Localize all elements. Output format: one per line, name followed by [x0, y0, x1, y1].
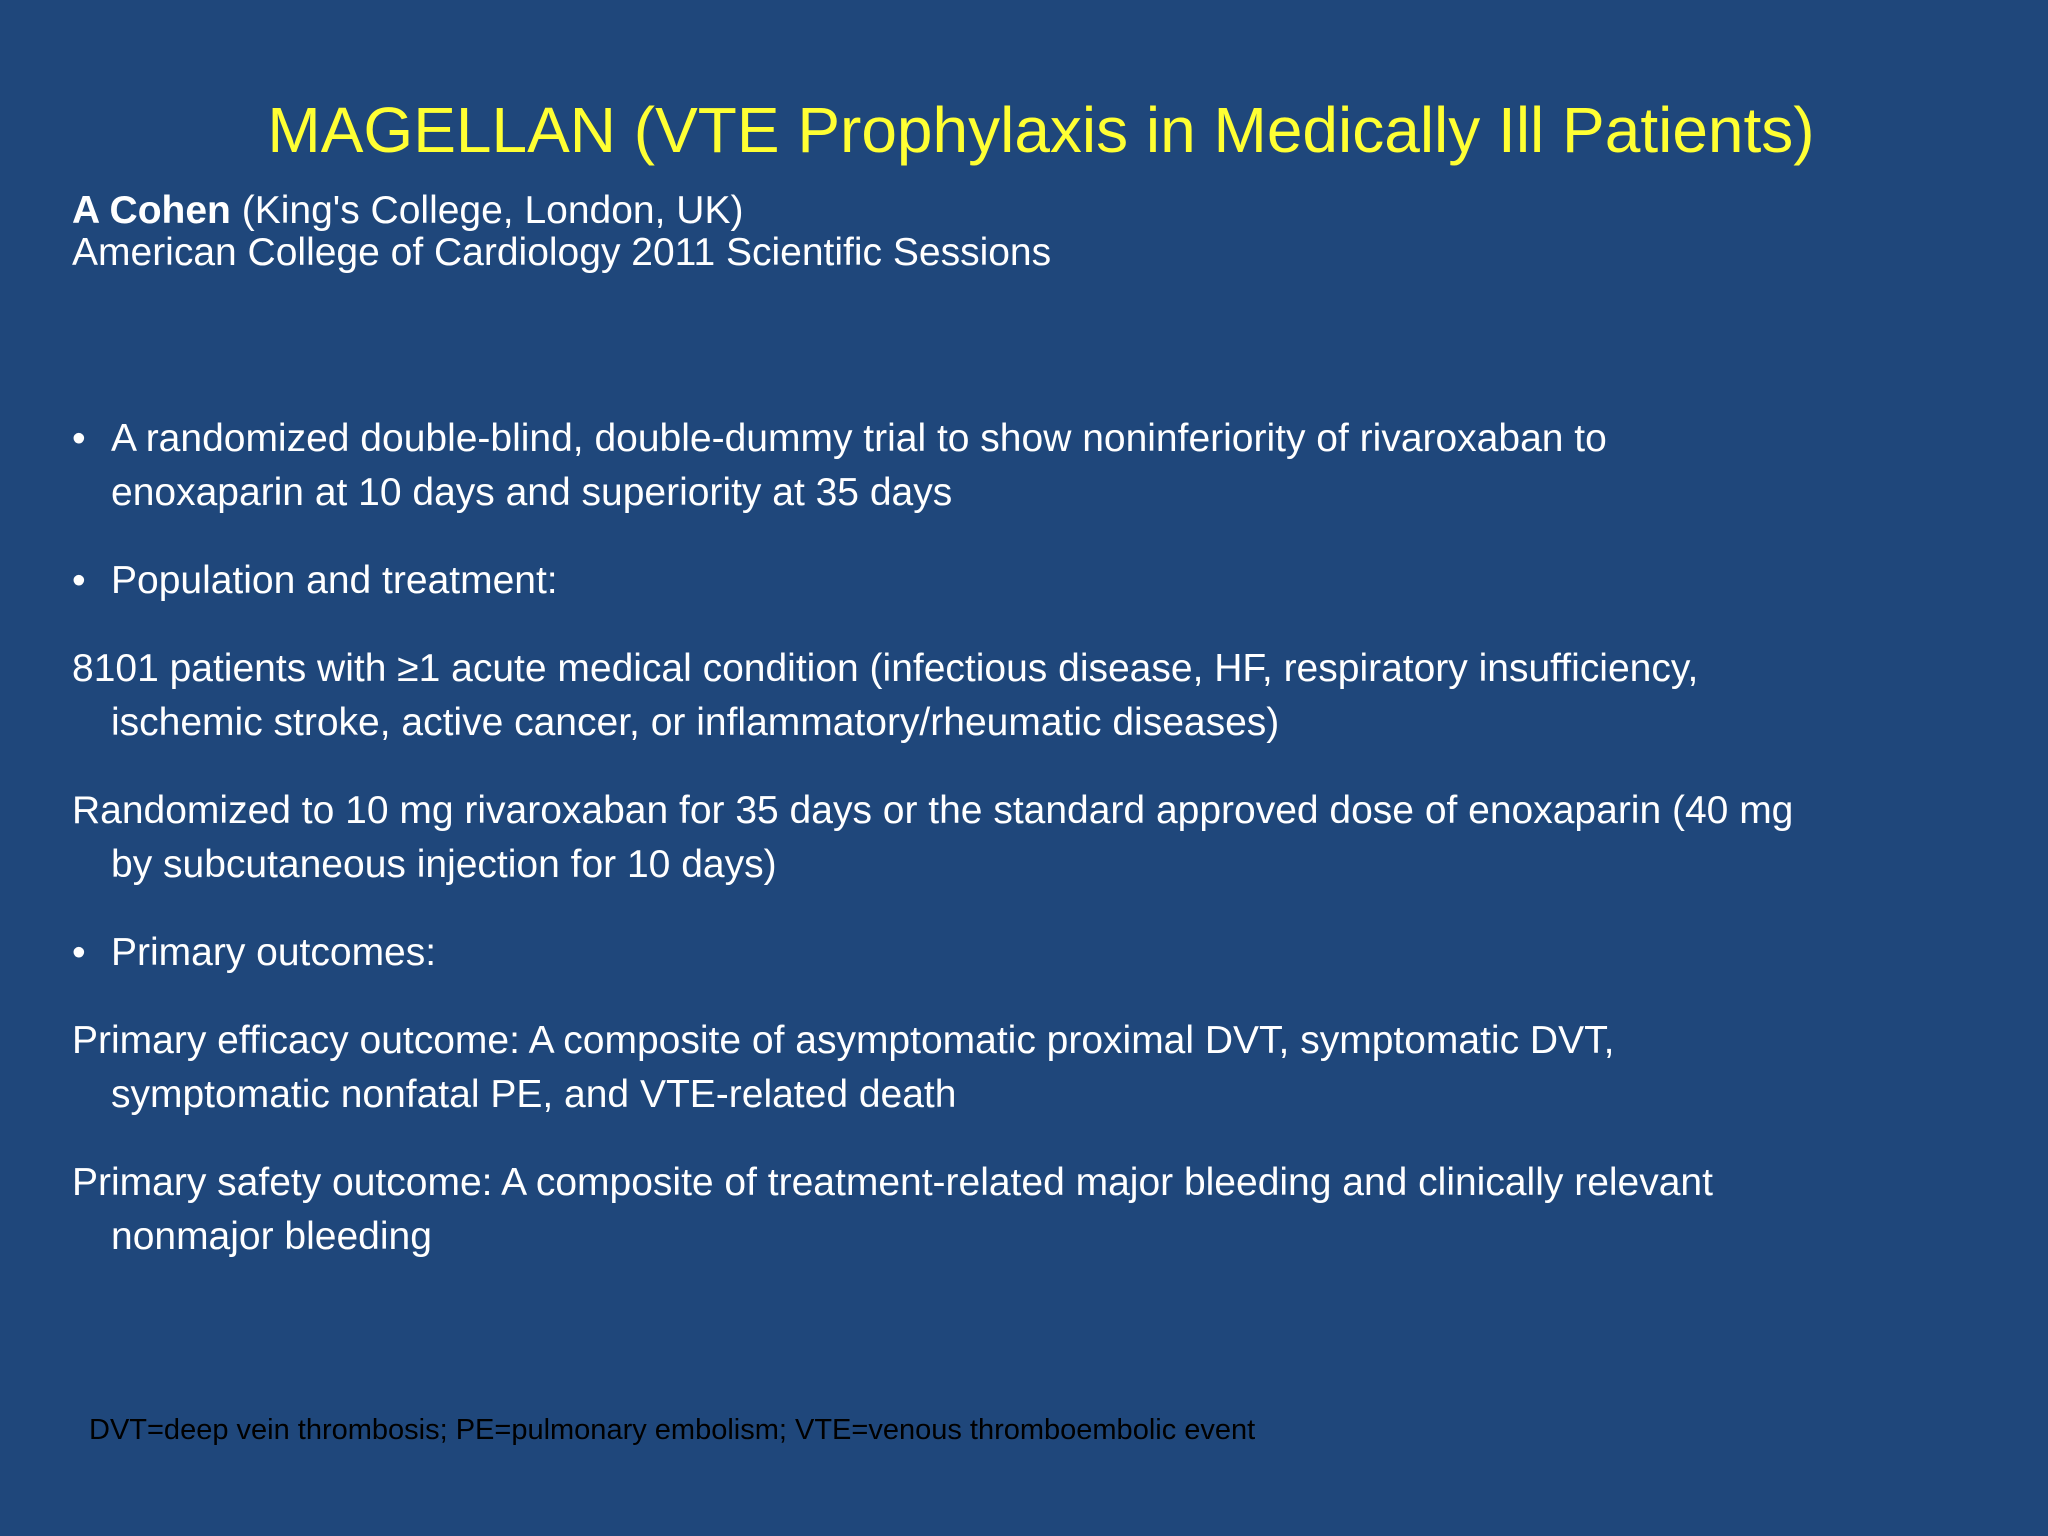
conference-name: American College of Cardiology 2011 Scientific Sessions [72, 231, 1052, 274]
presenter-block [72, 190, 1051, 274]
efficacy-paragraph [72, 1014, 1972, 1122]
paragraph-line: Randomized to 10 mg rivaroxaban for 35 days or the standard approved dose of enoxaparin (40 mg [72, 789, 1794, 832]
bullet-line: Population and treatment: [111, 559, 558, 602]
bullet-population-header [72, 554, 1972, 608]
paragraph-line: Primary safety outcome: A composite of treatment-related major bleeding and clinically relevant [72, 1161, 1713, 1204]
slide-title: MAGELLAN (VTE Prophylaxis in Medically Ill Patients) [267, 94, 1815, 166]
paragraph-line: nonmajor bleeding [111, 1215, 432, 1258]
slide-body [72, 412, 1972, 1298]
paragraph-line: Primary efficacy outcome: A composite of asymptomatic proximal DVT, symptomatic DVT, [72, 1019, 1615, 1062]
presenter-affiliation: (King's College, London, UK) [230, 189, 744, 232]
bullet-marker: • [72, 931, 86, 974]
paragraph-line: 8101 patients with ≥1 acute medical condition (infectious disease, HF, respiratory insufficiency, [72, 647, 1699, 690]
bullet-trial-design [72, 412, 1972, 520]
abbreviations-footnote: DVT=deep vein thrombosis; PE=pulmonary embolism; VTE=venous thromboembolic event [89, 1414, 1256, 1446]
population-paragraph [72, 642, 1972, 750]
bullet-marker: • [72, 559, 86, 602]
bullet-marker: • [72, 417, 86, 460]
paragraph-line: by subcutaneous injection for 10 days) [111, 843, 777, 886]
bullet-line: Primary outcomes: [111, 931, 437, 974]
bullet-line: A randomized double-blind, double-dummy trial to show noninferiority of rivaroxaban to [111, 417, 1607, 460]
bullet-line: enoxaparin at 10 days and superiority at 35 days [111, 471, 953, 514]
safety-paragraph [72, 1156, 1972, 1264]
treatment-paragraph [72, 784, 1972, 892]
bullet-outcomes-header [72, 926, 1972, 980]
presenter-name: A Cohen [72, 189, 231, 232]
paragraph-line: symptomatic nonfatal PE, and VTE-related death [111, 1073, 957, 1116]
paragraph-line: ischemic stroke, active cancer, or inflammatory/rheumatic diseases) [111, 701, 1280, 744]
presenter-line [72, 190, 1051, 232]
